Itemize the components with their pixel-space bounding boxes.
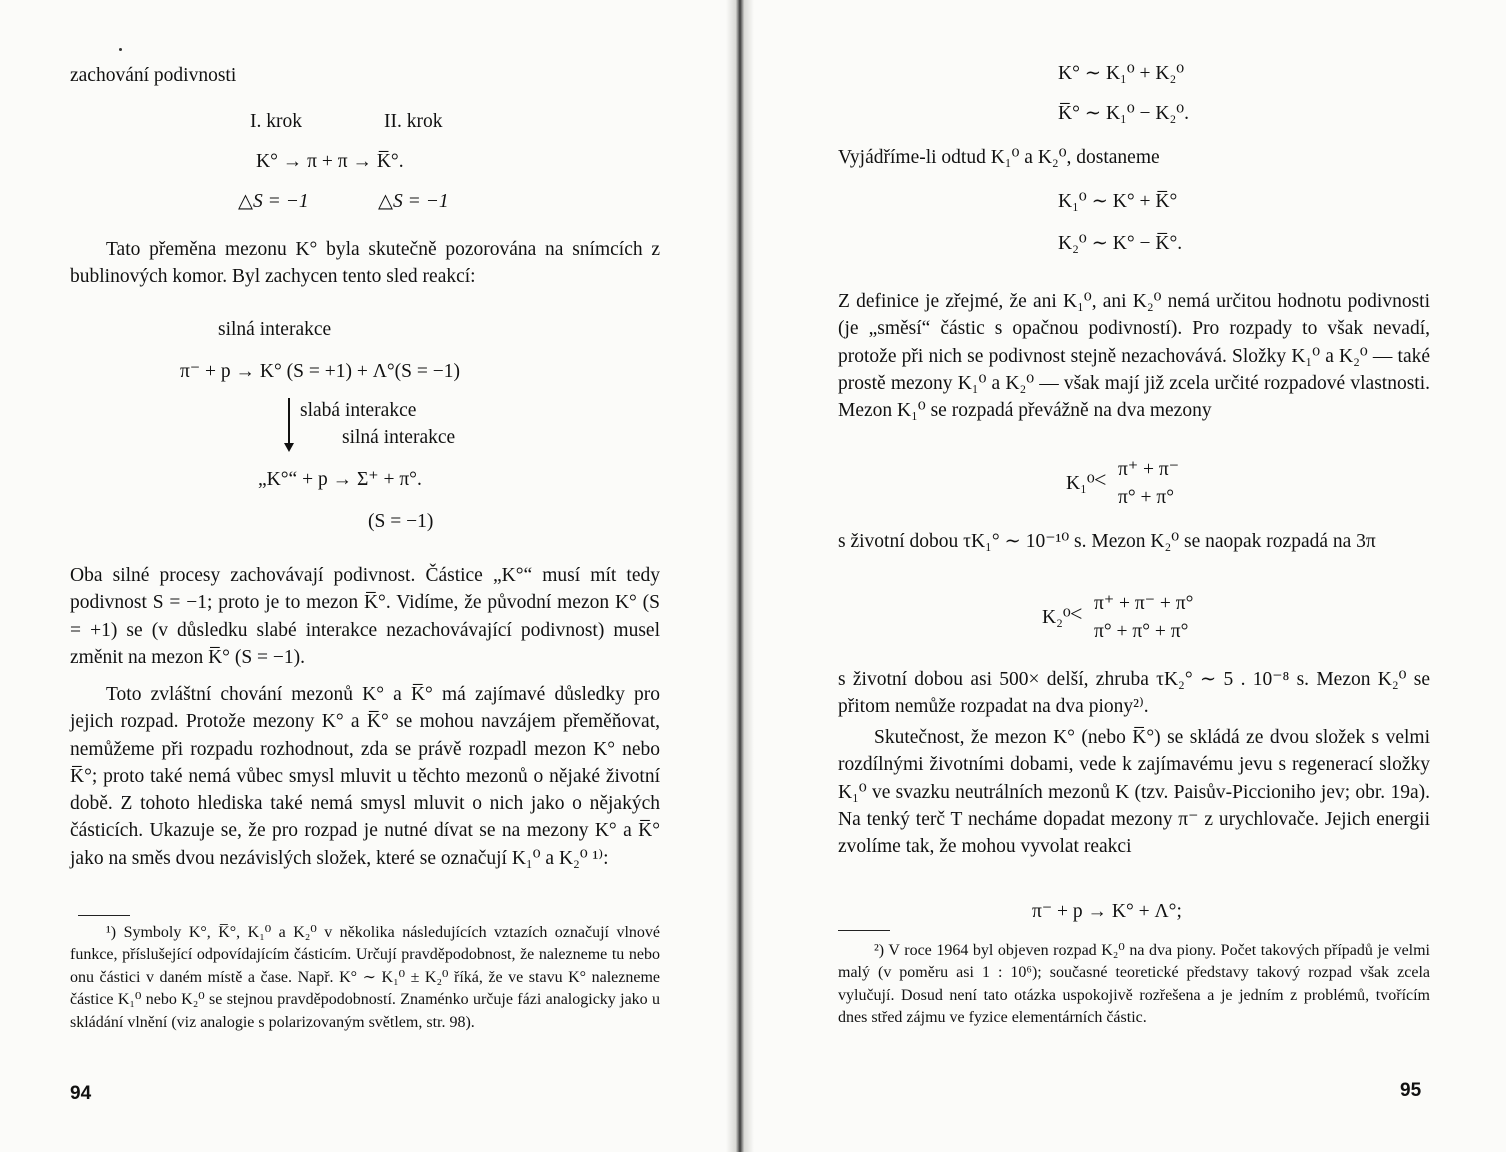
decay-k2-channel-a: π⁺ + π⁻ + π° (1094, 593, 1194, 614)
decay-branch-icon: < (1094, 467, 1107, 492)
label-strong-interaction-1: silná interakce (218, 319, 332, 340)
equation-k0bar-difference: K̅° ∼ K₁⁰ − K₂⁰. (1058, 103, 1189, 124)
equation-reaction: π⁻ + p → K° + Λ°; (1032, 901, 1182, 922)
speck (119, 48, 122, 51)
decay-k1-channel-a: π⁺ + π⁻ (1118, 459, 1180, 480)
decay-k1-lhs: K₁⁰ (1066, 473, 1095, 494)
step-2-label: II. krok (384, 111, 443, 132)
decay-k2-lhs: K₂⁰ (1042, 607, 1071, 628)
right-page (754, 0, 1506, 1152)
equation-kaon-conversion: K° → π + π → K̅°. (256, 151, 404, 172)
footnote-2: ²) V roce 1964 byl objeven rozpad K₂⁰ na dva piony. Počet takových případů je velmi malý (v poměru asi 1 : 10⁶); současné teoretické představy takový rozpad však zcela vylučují. Dosud není tato otázka uspokojivě rozřešena a je jedním z problémů, tvořícím dnes střed zájmu ve fyzice elementárních částic. (838, 942, 1430, 1027)
left-page (0, 0, 740, 1152)
strangeness-change-2: △S = −1 (378, 191, 449, 212)
footnote-1: ¹) Symboly K°, K̅°, K₁⁰ a K₂⁰ v několika následujících vztazích označují vlnové funkce, příslušející odpovídajícím částicím. Určují pravděpodobnost, že nalezneme tu nebo onu částici v daném místě a čase. Např. K° ∼ K₁⁰ ± K₂⁰ říká, že ve stavu K° nalezneme částice K₁⁰ nebo K₂⁰ se stejnou pravděpodobností. Znaménko určuje fázi analogicky jako u skládání vlnění (viz analogie s polarizovaným světlem, str. 98). (70, 924, 660, 1031)
step-1-label: I. krok (250, 111, 302, 132)
paragraph-strong-processes: Oba silné procesy zachovávají podivnost. Částice „K°“ musí mít tedy podivnost S = −1; proto je to mezon K̅°. Vidíme, že původní mezon K° (S = +1) se (v důsledku slabé interakce nezachovávající podivnost) musel změnit na mezon K̅° (S = −1). (70, 565, 660, 668)
paragraph-definition: Z definice je zřejmé, že ani K₁⁰, ani K₂⁰ nemá určitou hodnotu podivnosti (je „směsí“ částic s opačnou podivností). Pro rozpady to však nevadí, protože při nich se podivnost stejně nezachovává. Složky K₁⁰ a K₂⁰ — také prostě mezony K₁⁰ a K₂⁰ — však mají již zcela určité rozpadové vlastnosti. Mezon K₁⁰ se rozpadá převážně na dva mezony (838, 291, 1430, 422)
label-weak-interaction: slabá interakce (300, 400, 417, 421)
paragraph-observation: Tato přeměna mezonu K° byla skutečně pozorována na snímcích z bublinových komor. Byl zachycen tento sled reakcí: (70, 239, 660, 288)
strangeness-change-1: △S = −1 (238, 191, 309, 212)
equation-production: π⁻ + p → K° (S = +1) + Λ°(S = −1) (180, 361, 460, 382)
decay-k1-channel-b: π° + π° (1118, 487, 1175, 508)
page-number: 94 (70, 1083, 92, 1104)
footnote-rule-2 (838, 930, 890, 931)
intro-line: zachování podivnosti (70, 65, 237, 86)
equation-strangeness: (S = −1) (368, 511, 434, 532)
decay-branch-icon-2: < (1070, 601, 1083, 626)
paragraph-k1-lifetime: s životní dobou τK₁° ∼ 10⁻¹⁰ s. Mezon K₂⁰ se naopak rozpadá na 3π (838, 531, 1376, 552)
reaction-arrow (288, 398, 290, 444)
text-express: Vyjádříme-li odtud K₁⁰ a K₂⁰, dostaneme (838, 147, 1160, 168)
paragraph-decay: Toto zvláštní chování mezonů K° a K̅° má zajímavé důsledky pro jejich rozpad. Protože mezony K° a K̅° se mohou navzájem přeměňovat, nemůžeme při rozpadu rozhodnout, zda se právě rozpadl mezon K° nebo K̅°; proto také nemá vůbec smysl mluvit u těchto mezonů o nějaké životní době. Z tohoto hlediska také nemá smysl mluvit o nich jako o nějakých částicích. Ukazuje se, že pro rozpad je nutné dívat se na mezony K° a K̅° jako na směs dvou nezávislých složek, které se označují K₁⁰ a K₂⁰ ¹⁾: (70, 684, 660, 869)
equation-sigma-production: „K°“ + p → Σ⁺ + π°. (258, 469, 422, 490)
equation-k2: K₂⁰ ∼ K° − K̅°. (1058, 233, 1183, 254)
footnote-rule (78, 915, 130, 916)
paragraph-regeneration: Skutečnost, že mezon K° (nebo K̅°) se skládá ze dvou složek s velmi rozdílnými životními dobami, vede k zajímavému jevu s regenerací složky K₁⁰ ve svazku neutrálních mezonů K (tzv. Paisův-Piccioniho jev; obr. 19a). Na tenký terč T necháme dopadat mezony π⁻ z urychlovače. Jejich energii zvolíme tak, že mohou vyvolat reakci (838, 727, 1430, 858)
paragraph-k2-lifetime: s životní dobou asi 500× delší, zhruba τK₂° ∼ 5 . 10⁻⁸ s. Mezon K₂⁰ se přitom nemůže rozpadat na dva piony²⁾. (838, 669, 1430, 718)
decay-k2-channel-b: π° + π° + π° (1094, 621, 1189, 642)
label-strong-interaction-2: silná interakce (342, 427, 456, 448)
equation-k0-sum: K° ∼ K₁⁰ + K₂⁰ (1058, 63, 1185, 84)
equation-k1: K₁⁰ ∼ K° + K̅° (1058, 191, 1178, 212)
page-number: 95 (1400, 1080, 1422, 1101)
